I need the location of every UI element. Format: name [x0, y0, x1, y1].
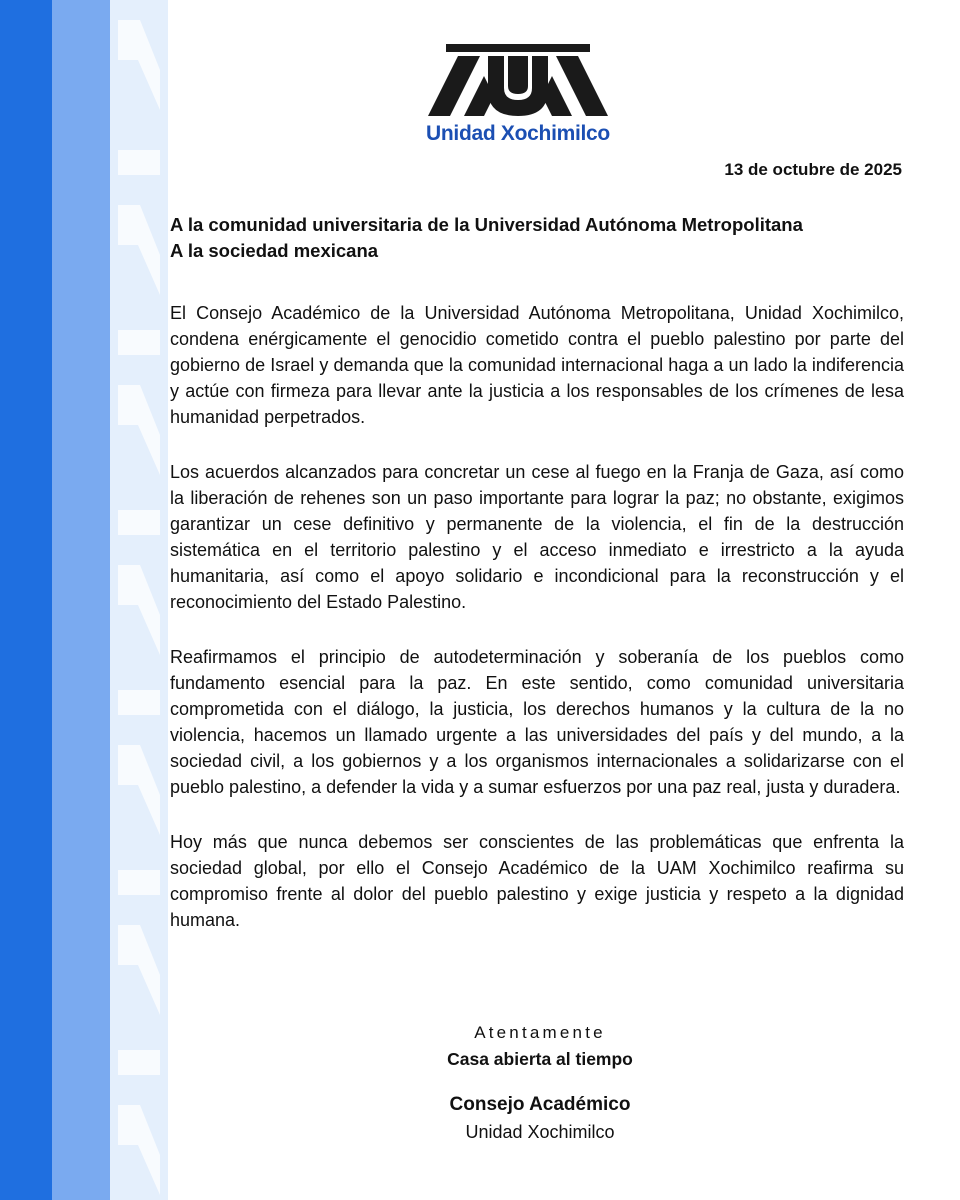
body-paragraph: Reafirmamos el principio de autodeterminación y soberanía de los pueblos como fundamento esencial para la paz. En este sentido, como comunidad universitaria comprometida con el diálogo, la justicia, los derechos humanos y la cultura de la no violencia, hacemos un llamado urgente a las universidades del país y del mundo, a la sociedad civil, a los gobiernos y a los organismos internacionales a solidarizarse con el pueblo palestino, a defender la vida y a sumar esfuerzos por una paz real, justa y duradera. [170, 647, 904, 797]
signatory: Consejo Académico [449, 1094, 631, 1115]
signatory-unit: Unidad Xochimilco [465, 1122, 615, 1142]
body-paragraph: Hoy más que nunca debemos ser conscientes de las problemáticas que enfrenta la sociedad global, por ello el Consejo Académico de la UAM Xochimilco reafirma su compromiso frente al dolor del pueblo palestino y exige justicia y respeto a la dignidad humana. [170, 832, 904, 930]
letter-body [170, 300, 904, 962]
side-stripe-dark [0, 0, 52, 1200]
recipient-line: A la comunidad universitaria de la Universidad Autónoma Metropolitana [170, 214, 803, 235]
uam-watermark-pattern [110, 0, 168, 1200]
letter-date: 13 de octubre de 2025 [724, 160, 902, 179]
unit-caption: Unidad Xochimilco [426, 122, 610, 145]
recipient-line: A la sociedad mexicana [170, 240, 379, 261]
salutation: Atentamente [474, 1023, 606, 1042]
body-paragraph: El Consejo Académico de la Universidad Autónoma Metropolitana, Unidad Xochimilco, condena enérgicamente el genocidio cometido contra el pueblo palestino por parte del gobierno de Israel y demanda que la comunidad internacional haga a un lado la indiferencia y actúe con firmeza para llevar ante la justicia a los responsables de los crímenes de lesa humanidad perpetrados. [170, 303, 904, 427]
motto: Casa abierta al tiempo [447, 1049, 633, 1069]
side-stripe-mid [52, 0, 110, 1200]
recipients-block [170, 212, 910, 264]
closing-block [260, 1020, 820, 1146]
uam-logo [424, 42, 612, 145]
body-paragraph: Los acuerdos alcanzados para concretar un cese al fuego en la Franja de Gaza, así como la liberación de rehenes son un paso importante para lograr la paz; no obstante, exigimos garantizar un cese definitivo y permanente de la violencia, el fin de la destrucción sistemática en el territorio palestino y el acceso inmediato e irrestricto a la ayuda humanitaria, así como el apoyo solidario e incondicional para la reconstrucción y el reconocimiento del Estado Palestino. [170, 462, 904, 612]
uam-logo-mark [424, 42, 612, 120]
